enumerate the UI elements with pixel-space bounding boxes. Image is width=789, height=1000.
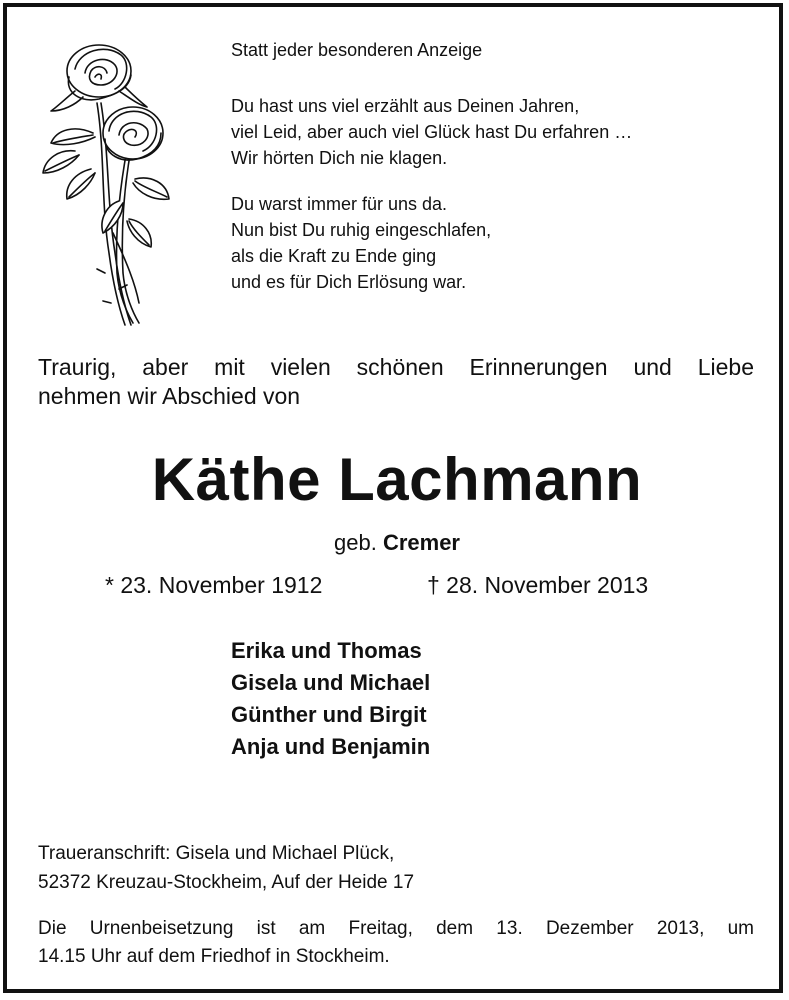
mourning-address [38,839,414,897]
poem-line: als die Kraft zu Ende ging [231,246,437,266]
poem-line: Du hast uns viel erzählt aus Deinen Jahren, [231,96,580,116]
intro-line-2: nehmen wir Abschied von [38,383,301,409]
address-line-1: Traueranschrift: Gisela und Michael Plück, [38,843,395,864]
poem-line: und es für Dich Erlösung war. [231,272,467,292]
poem-line: Du warst immer für uns da. [231,194,448,214]
family-member: Günther und Birgit [231,702,427,727]
family-member: Gisela und Michael [231,670,431,695]
maiden-name: Cremer [382,530,460,555]
obituary-notice [3,3,783,993]
born-prefix: geb. [334,530,377,555]
burial-line-1: Die Urnenbeisetzung ist am Freitag, dem 13. Dezember 2013, um [38,918,754,939]
deceased-name: Käthe Lachmann [151,446,643,513]
family-list [231,635,430,763]
address-line-2: 52372 Kreuzau-Stockheim, Auf der Heide 17 [38,872,415,893]
birth-date: * 23. November 1912 [105,572,323,598]
burial-line-2: 14.15 Uhr auf dem Friedhof in Stockheim. [38,946,390,967]
intro-line-1: Traurig, aber mit vielen schönen Erinnerungen und Liebe [38,354,754,380]
death-date: † 28. November 2013 [427,572,649,598]
family-member: Erika und Thomas [231,638,422,663]
intro-text [38,353,754,411]
family-member: Anja und Benjamin [231,734,431,759]
maiden-name-line [7,529,787,557]
poem-line: Nun bist Du ruhig eingeschlafen, [231,220,492,240]
poem-line: Wir hörten Dich nie klagen. [231,148,448,168]
burial-notice [38,915,754,971]
header-text: Statt jeder besonderen Anzeige [231,40,483,60]
poem-stanza-2 [231,191,491,295]
poem-line: viel Leid, aber auch viel Glück hast Du erfahren … [231,122,633,142]
poem-stanza-1 [231,93,632,171]
rose-illustration-icon [35,33,175,331]
